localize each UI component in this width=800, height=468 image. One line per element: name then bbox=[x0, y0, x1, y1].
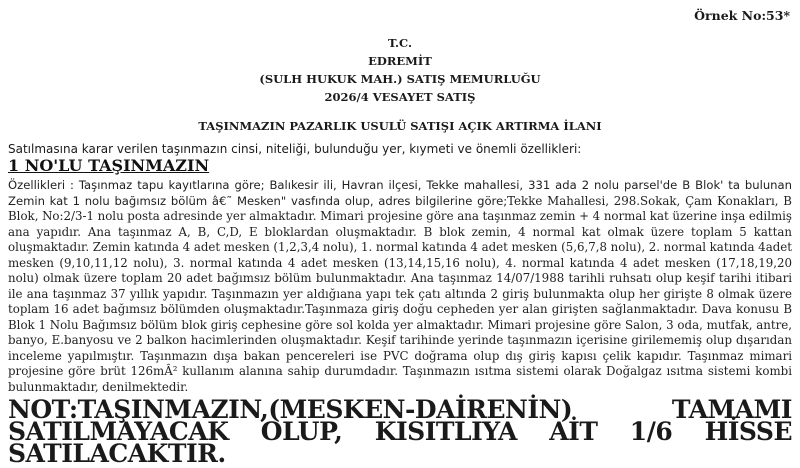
example-number: Örnek No:53* bbox=[694, 8, 790, 23]
document-title: TAŞINMAZIN PAZARLIK USULÜ SATIŞI AÇIK ARTIRMA İLANI bbox=[198, 119, 602, 133]
property-description bbox=[8, 178, 792, 395]
section-heading: 1 NO'LU TAŞINMAZIN bbox=[8, 156, 210, 175]
description-body: Tekke Mahallesi, 298.Sokak, Çam Konakları, B Blok, No:2/3-1 nolu posta adresinde yer almaktadır. Mimari projesine göre ana taşınmaz zemin + 4 normal kat üzerine inşa edilmiş ana yapıdır. Ana taşınmaz A, B, C,D, E bloklardan oluşmaktadır. B blok zemin, 4 normal kat olmak üzere toplam 5 kattan oluşmaktadır. Zemin katında 4 adet mesken (1,2,3,4 nolu), 1. normal katında 4 adet mesken (5,6,7,8 nolu), 2. normal katında 4adet mesken (9,10,11,12 nolu), 3. normal katında 4 adet mesken (13,14,15,16 nolu), 4. normal katında 4 adet mesken (17,18,19,20 nolu) olmak üzere toplam 20 adet bağımsız bölüm bulunmaktadır. Ana taşınmaz 14/07/1988 tarihli ruhsatı olup keşif tarihi itibari ile ana taşınmaz 37 yıllık yapıdır. Taşınmazın yer aldığıana yapı tek çatı altında 2 giriş bulunmakta olup her girişte 8 olmak üzere toplam 16 adet bağımsız bölümden oluşmaktadır.Taşınmaza giriş doğu cepheden yer alan girişten sağlanmaktadır. Dava konusu B Blok 1 Nolu Bağımsız bölüm blok giriş cephesine göre sol kolda yer almaktadır. Mimari projesine göre Salon, 3 oda, mutfak, antre, banyo, E.banyosu ve 2 balkon hacimlerinden oluşmaktadır. Keşif tarihinde yerinde taşınmazın içerisine girilememiş olup dışarıdan inceleme yapılmıştır. Taşınmazın dışa bakan pencereleri ise PVC doğrama olup dış giriş kapısı çelik kapıdır. Taşınmaz mimari projesine göre brüt 126mÂ² kullanım alanına sahip durumdadır. Taşınmazın ısıtma sistemi olarak Doğalgaz ısıtma sistemi kombi bulunmaktadır, denilmektedir. bbox=[8, 193, 792, 394]
header-country: T.C. bbox=[387, 36, 413, 50]
header-office: (SULH HUKUK MAH.) SATIŞ MEMURLUĞU bbox=[259, 72, 541, 86]
description-lead: Özellikleri : Taşınmaz tapu kayıtlarına göre; Balıkesir ili, Havran ilçesi, Tekke mahallesi, 331 ada 2 nolu parsel'de B Blok' ta bulunan Zemin kat 1 nolu bağımsız bölüm â€˜ Mesken" vasfında olup, adres bilgilerine göre; bbox=[8, 178, 792, 208]
intro-text: Satılmasına karar verilen taşınmazın cinsi, niteliği, bulunduğu yer, kıymeti ve önemli özellikleri: bbox=[8, 142, 582, 156]
header-case-number: 2026/4 VESAYET SATIŞ bbox=[324, 90, 476, 104]
document-header bbox=[0, 34, 800, 106]
sale-note: NOT:TAŞINMAZIN,(MESKEN-DAİRENİN) TAMAMI SATILMAYACAK OLUP, KISITLIYA AİT 1/6 HİSSE SATILACAKTIR. bbox=[8, 395, 792, 468]
header-city: EDREMİT bbox=[368, 54, 432, 68]
